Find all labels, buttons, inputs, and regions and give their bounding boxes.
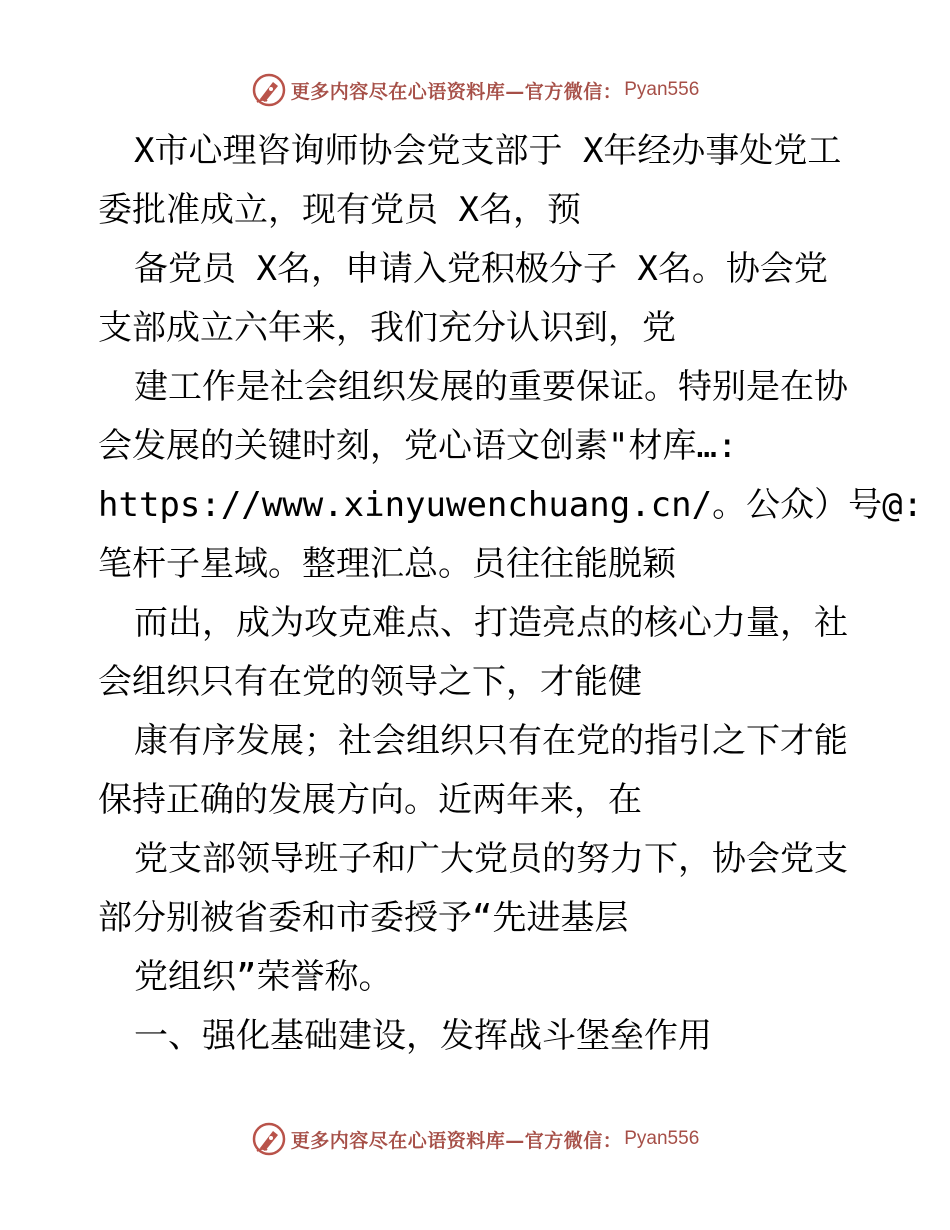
text-line: X市心理咨询师协会党支部于 X年经办事处党工 [134,131,842,171]
text-line: 康有序发展；社会组织只有在党的指引之下才能 [134,721,848,761]
section-heading: 一、强化基础建设，发挥战斗堡垒作用 [134,1016,712,1056]
text-line: 备党员 X名，申请入党积极分子 X名。协会党 [134,249,828,289]
pen-nib-logo-icon [251,72,287,108]
text-line: 会组织只有在党的领导之下，才能健 [98,662,642,702]
banner-text: 更多内容尽在心语资料库—官方微信： [290,1129,623,1152]
banner-wechat-id: Pyan556 [624,1128,700,1149]
banner-text: 更多内容尽在心语资料库—官方微信： [290,80,623,103]
document-body [98,122,924,1066]
text-line: 会发展的关键时刻，党心语文创素"材库…: [98,426,738,466]
text-line: 支部成立六年来，我们充分认识到，党 [98,308,676,348]
text-line: 保持正确的发展方向。近两年来，在 [98,780,642,820]
text-line: 党支部领导班子和广大党员的努力下，协会党支 [134,839,848,879]
header-watermark-banner [0,70,950,110]
text-line: https://www.xinyuwenchuang.cn/。公众）号@: [98,485,924,525]
text-line: 笔杆子星域。整理汇总。员往往能脱颖 [98,544,676,584]
text-line: 而出，成为攻克难点、打造亮点的核心力量，社 [134,603,848,643]
text-line: 党组织”荣誉称。 [134,957,393,997]
text-line: 建工作是社会组织发展的重要保证。特别是在协 [134,367,848,407]
pen-nib-logo-icon [251,1121,287,1157]
text-line: 部分别被省委和市委授予“先进基层 [98,898,629,938]
text-line: 委批准成立，现有党员 X名，预 [98,190,581,230]
footer-watermark-banner [0,1119,950,1159]
banner-wechat-id: Pyan556 [624,79,700,100]
